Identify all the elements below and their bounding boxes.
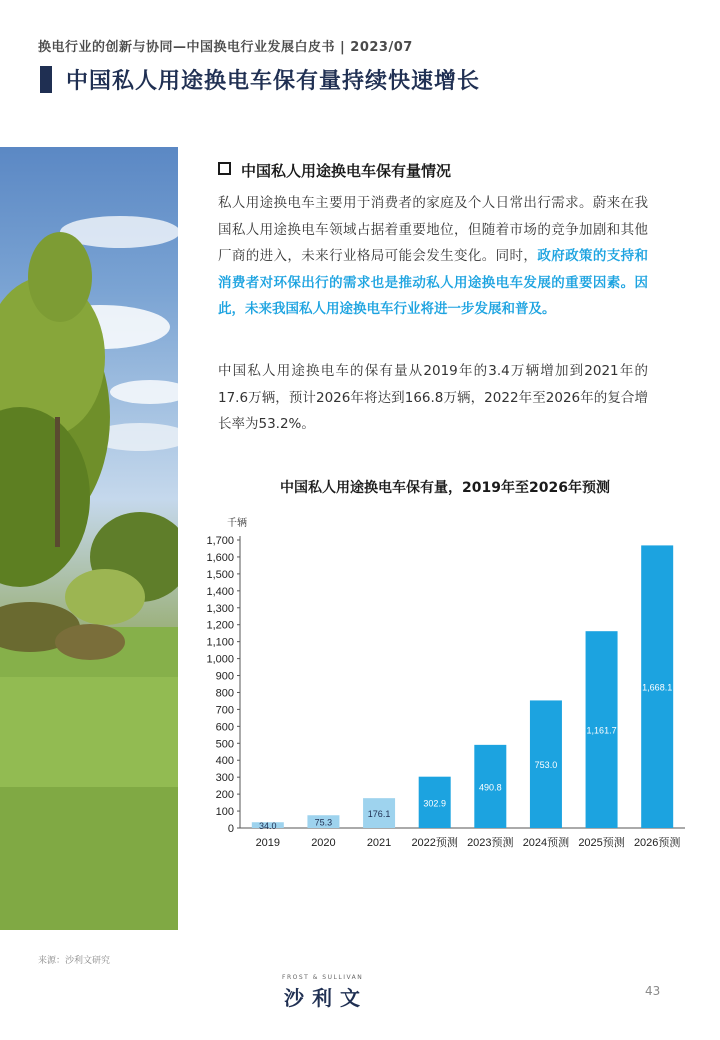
y-tick-label: 1,700 bbox=[206, 535, 234, 547]
x-tick-label: 2024预测 bbox=[522, 837, 570, 849]
y-tick-label: 100 bbox=[215, 806, 234, 819]
y-tick-label: 1,100 bbox=[206, 636, 234, 649]
frost-sullivan-logo: 沙利文 bbox=[284, 986, 368, 1010]
bar-value-label: 34.0 bbox=[259, 821, 277, 832]
y-tick-label: 200 bbox=[215, 789, 234, 802]
title-accent-bar bbox=[40, 66, 52, 93]
y-tick-label: 1,400 bbox=[206, 585, 234, 598]
y-tick-label: 1,500 bbox=[206, 568, 234, 581]
y-tick-label: 1,300 bbox=[206, 602, 234, 615]
y-tick-label: 700 bbox=[215, 704, 234, 717]
x-tick-label: 2025预测 bbox=[578, 837, 625, 849]
y-tick-label: 600 bbox=[215, 721, 234, 734]
checkbox-bullet-icon bbox=[218, 162, 231, 175]
bar-value-label: 302.9 bbox=[423, 798, 446, 809]
running-header: 换电行业的创新与协同—中国换电行业发展白皮书 | 2023/07 bbox=[38, 40, 413, 55]
bar-value-label: 1,161.7 bbox=[586, 725, 617, 736]
page-title: 中国私人用途换电车保有量持续快速增长 bbox=[66, 69, 481, 94]
paragraph-1 bbox=[218, 190, 648, 323]
page-number: 43 bbox=[645, 984, 661, 998]
bar-value-label: 75.3 bbox=[314, 817, 333, 828]
x-tick-label: 2026预测 bbox=[633, 837, 681, 849]
y-tick-label: 500 bbox=[215, 738, 234, 751]
paragraph-1-text: 私人用途换电车主要用于消费者的家庭及个人日常出行需求。蔚来在我国私人用途换电车领域占据着重要地位，但随着市场的竞争加剧和其他厂商的进入，未来行业格局可能会发生变化。同时， bbox=[218, 195, 648, 264]
bar-chart bbox=[195, 512, 695, 861]
x-tick-label: 2020 bbox=[311, 837, 336, 849]
y-tick-label: 400 bbox=[215, 755, 234, 768]
bar-value-label: 1,668.1 bbox=[642, 682, 673, 693]
y-tick-label: 1,200 bbox=[206, 619, 234, 632]
bar-chart-svg bbox=[195, 512, 695, 857]
chart-title: 中国私人用途换电车保有量，2019年至2026年预测 bbox=[280, 480, 610, 496]
x-tick-label: 2022预测 bbox=[411, 837, 458, 849]
paragraph-2: 中国私人用途换电车的保有量从2019年的3.4万辆增加到2021年的17.6万辆，预计2026年将达到166.8万辆，2022年至2026年的复合增长率为53.2%。 bbox=[218, 363, 648, 432]
bar-value-label: 490.8 bbox=[479, 782, 502, 793]
bar-value-label: 753.0 bbox=[534, 760, 558, 771]
x-tick-label: 2019 bbox=[255, 837, 281, 849]
section-heading bbox=[218, 160, 451, 181]
bar-value-label: 176.1 bbox=[367, 809, 391, 820]
y-tick-label: 1,000 bbox=[206, 653, 234, 666]
x-tick-label: 2023预测 bbox=[467, 837, 514, 849]
section-heading-text: 中国私人用途换电车保有量情况 bbox=[241, 162, 452, 180]
y-tick-label: 800 bbox=[215, 687, 234, 700]
y-tick-label: 900 bbox=[215, 670, 234, 683]
logo-small-text: FROST & SULLIVAN bbox=[282, 974, 364, 981]
source-note: 来源：沙利文研究 bbox=[38, 956, 111, 966]
x-tick-label: 2021 bbox=[366, 837, 392, 849]
y-tick-label: 300 bbox=[215, 772, 234, 785]
paragraph-1-highlight: 政府政策的支持和消费者对环保出行的需求也是推动私人用途换电车发展的重要因素。因此，未来我国私人用途换电车行业将进一步发展和普及。 bbox=[218, 248, 649, 317]
y-tick-label: 0 bbox=[227, 823, 234, 835]
y-tick-label: 1,600 bbox=[206, 551, 234, 564]
y-axis-label: 千辆 bbox=[227, 518, 247, 529]
landscape-photo bbox=[0, 147, 178, 930]
